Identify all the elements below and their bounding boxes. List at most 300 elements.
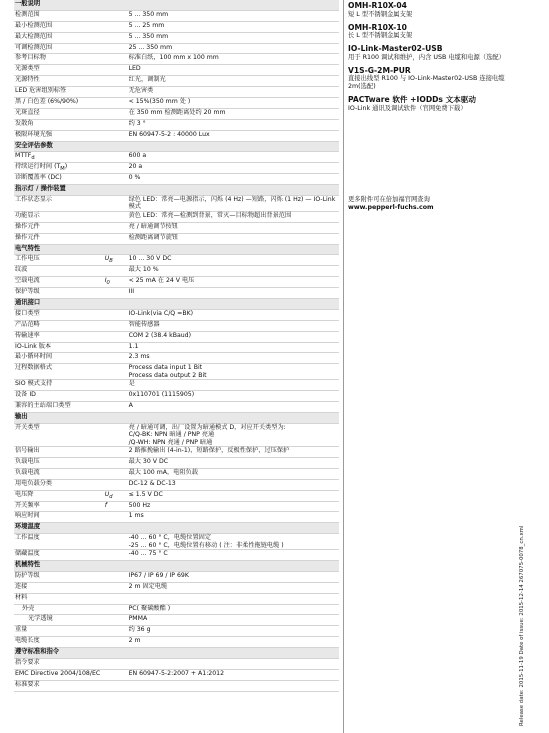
spec-label [14, 501, 104, 512]
specifications-body [14, 0, 339, 691]
spec-value-line: 亮 / 暗通调节按钮 [128, 222, 178, 230]
spec-label-text: 电缆长度 [15, 637, 40, 645]
spec-value [128, 402, 339, 413]
spec-label [14, 65, 104, 76]
spec-row [14, 54, 339, 65]
spec-row [14, 108, 339, 119]
spec-value [128, 21, 339, 32]
section-header [14, 185, 339, 196]
section-title: 指示灯 / 操作装置 [14, 185, 339, 196]
spec-value-line: 在 350 mm 检测距离处约 20 mm [128, 108, 226, 116]
spec-value-line: Process data input 1 Bit [128, 364, 203, 372]
spec-value-line: 600 a [128, 152, 147, 160]
spec-row [14, 626, 339, 637]
spec-value-line: A [128, 402, 133, 410]
accessory-description: 短 L 型不锈钢金属支架 [348, 10, 413, 18]
accessory-name: V1S-G-2M-PUR [348, 65, 411, 75]
spec-label-text: 最小循环时间 [15, 353, 53, 361]
spec-row [14, 458, 339, 469]
spec-label-text: 开关频率 [15, 501, 40, 509]
spec-value-line: 黄色 LED：常亮—检测到背景，常灭—目标物超出背景范围 [128, 211, 292, 219]
spec-label [14, 211, 104, 222]
spec-value-line: 智能传感器 [128, 320, 160, 328]
spec-label-text: 过程数据格式 [15, 364, 53, 372]
spec-label [14, 119, 104, 130]
spec-label [14, 447, 104, 458]
spec-label [14, 479, 104, 490]
spec-label [14, 87, 104, 98]
spec-row [14, 342, 339, 353]
spec-row [14, 98, 339, 109]
spec-label [14, 534, 104, 550]
spec-value-line: -25 ... 60 ° C，电缆位置有移动 ( 注：非柔性拖链电缆 ) [128, 541, 284, 549]
spec-label [14, 54, 104, 65]
spec-symbol [104, 21, 128, 32]
spec-label-text: 产品范畴 [15, 320, 40, 328]
spec-label-text: 接口类型 [15, 309, 40, 317]
spec-symbol [104, 402, 128, 413]
spec-row [14, 43, 339, 54]
section-title: 输出 [14, 412, 339, 423]
spec-value-line: 25 ... 350 mm [128, 43, 173, 51]
spec-row [14, 550, 339, 561]
spec-label [14, 423, 104, 446]
spec-symbol [104, 233, 128, 244]
spec-label [14, 468, 104, 479]
spec-symbol-subscript: 0 [106, 280, 110, 287]
spec-row [14, 364, 339, 380]
spec-label-text: 传输速率 [15, 331, 40, 339]
column-divider [343, 0, 344, 733]
spec-value [128, 391, 339, 402]
spec-label-text: EMC Directive 2004/108/EC [15, 669, 101, 677]
accessory-description: 用于 R100 调试和维护，内含 USB 电缆和电源（选配） [348, 53, 505, 61]
spec-value [128, 468, 339, 479]
spec-symbol [104, 604, 128, 615]
spec-label-text: 空载电流 [15, 277, 40, 285]
spec-label [14, 680, 104, 691]
spec-row [14, 423, 339, 446]
spec-symbol [104, 10, 128, 21]
spec-value [128, 447, 339, 458]
spec-label-text: 纹波 [15, 266, 28, 274]
spec-label [14, 196, 104, 212]
spec-symbol [104, 222, 128, 233]
spec-symbol [104, 108, 128, 119]
spec-value [128, 604, 339, 615]
spec-symbol [104, 266, 128, 277]
spec-label [14, 402, 104, 413]
spec-label-text: MTTF [15, 152, 32, 160]
spec-value-line: 20 a [128, 163, 143, 171]
website-link[interactable]: www.pepperl-fuchs.com [348, 204, 434, 212]
spec-label-text: 可调检测范围 [15, 43, 53, 51]
section-header [14, 561, 339, 572]
spec-label [14, 615, 104, 626]
spec-value [128, 571, 339, 582]
spec-symbol [104, 593, 128, 604]
spec-row [14, 353, 339, 364]
spec-value [128, 196, 339, 212]
spec-value-line: III [128, 288, 135, 296]
spec-symbol [104, 501, 128, 512]
spec-label [14, 582, 104, 593]
accessory-name: OMH-R10X-04 [348, 1, 407, 10]
spec-value [128, 331, 339, 342]
accessory-name: IO-Link-Master02-USB [348, 44, 443, 54]
spec-value [128, 458, 339, 469]
spec-row [14, 615, 339, 626]
spec-row [14, 402, 339, 413]
spec-symbol-subscript: B [109, 258, 113, 265]
spec-label [14, 255, 104, 266]
spec-label-text: 信号输出 [15, 447, 40, 455]
spec-value [128, 626, 339, 637]
spec-label [14, 364, 104, 380]
spec-label [14, 512, 104, 523]
spec-value-line: ≤ 1.5 V DC [128, 490, 163, 498]
spec-value-line: 0 % [128, 174, 141, 182]
spec-label-text: 光学透镜 [28, 615, 53, 623]
spec-label [14, 626, 104, 637]
spec-label [14, 10, 104, 21]
spec-value-line: IP67 / IP 69 / IP 69K [128, 571, 189, 579]
spec-value [128, 364, 339, 380]
spec-label [14, 98, 104, 109]
spec-row [14, 119, 339, 130]
spec-label [14, 43, 104, 54]
spec-label-text: 储藏温度 [15, 550, 40, 558]
spec-value-line: 最大 30 V DC [128, 458, 169, 466]
spec-label-text: 材料 [15, 593, 28, 601]
spec-row [14, 32, 339, 43]
accessory-description: IO-Link 通讯及调试软件（官网免费下载） [348, 104, 467, 112]
spec-value [128, 266, 339, 277]
spec-label-text: 工作电压 [15, 255, 40, 263]
spec-value-line: 标准白纸，100 mm x 100 mm [128, 54, 219, 62]
spec-row [14, 659, 339, 670]
accessory-description: 直接出线型 R100 与 IO-Link-Master02-USB 连接电缆 2m(选配) [348, 75, 505, 91]
spec-value-line: PMMA [128, 615, 148, 623]
spec-label-text: LED 危害组别标签 [15, 87, 67, 95]
spec-value [128, 582, 339, 593]
spec-value [128, 309, 339, 320]
spec-label [14, 353, 104, 364]
spec-label [14, 380, 104, 391]
spec-symbol [104, 582, 128, 593]
spec-value [128, 512, 339, 523]
spec-label-text: 发散角 [15, 119, 34, 127]
spec-label-text: 黑 / 白色差 (6%/90%) [15, 98, 79, 106]
spec-label-text: 设备 ID [15, 391, 36, 399]
spec-value [128, 277, 339, 288]
spec-value [128, 680, 339, 691]
spec-value-line: 亮 / 暗通可调，出厂设置为暗通模式 D，对应开关类型为: [128, 423, 286, 431]
spec-label-end: ) [64, 163, 68, 171]
spec-label [14, 637, 104, 648]
spec-row [14, 211, 339, 222]
accessory-item [348, 2, 523, 19]
spec-value [128, 65, 339, 76]
spec-row [14, 468, 339, 479]
spec-symbol [104, 550, 128, 561]
spec-label-text: 兼容的主站端口类型 [15, 402, 71, 410]
spec-symbol [104, 309, 128, 320]
spec-label-text: 检测范围 [15, 10, 40, 18]
spec-label-text: 工作温度 [15, 534, 40, 542]
spec-symbol-subscript: d [109, 493, 113, 500]
spec-symbol [104, 423, 128, 446]
spec-value-line: 约 3 ° [128, 119, 146, 127]
spec-row [14, 571, 339, 582]
spec-label-text: 指令要求 [15, 659, 40, 667]
spec-row [14, 582, 339, 593]
more-info [348, 196, 523, 212]
spec-value-line: EN 60947-5-2 : 40000 Lux [128, 130, 210, 138]
spec-label-text: 重量 [15, 626, 28, 634]
spec-label [14, 659, 104, 670]
spec-value [128, 593, 339, 604]
spec-label [14, 21, 104, 32]
spec-value-line: -40 ... 75 ° C [128, 550, 168, 558]
spec-value-line: 2.3 ms [128, 353, 150, 361]
section-title: 机械特性 [14, 561, 339, 572]
spec-label [14, 331, 104, 342]
spec-value [128, 615, 339, 626]
spec-row [14, 534, 339, 550]
spec-value-line: COM 2 (38.4 kBaud) [128, 331, 192, 339]
spec-label [14, 320, 104, 331]
spec-row [14, 593, 339, 604]
spec-value [128, 659, 339, 670]
spec-value [128, 174, 339, 185]
spec-row [14, 331, 339, 342]
spec-symbol [104, 255, 128, 266]
spec-row [14, 277, 339, 288]
spec-symbol [104, 669, 128, 680]
section-title: 一般说明 [14, 0, 339, 10]
spec-row [14, 309, 339, 320]
spec-symbol [104, 76, 128, 87]
spec-symbol [104, 391, 128, 402]
spec-label-text: 标准要求 [15, 680, 40, 688]
spec-value-line: 5 ... 350 mm [128, 32, 169, 40]
accessories-list [348, 2, 523, 118]
spec-row [14, 152, 339, 163]
spec-symbol [104, 288, 128, 299]
spec-value-line: < 15%(350 mm 处 ) [128, 98, 191, 106]
spec-label-text: 最小检测范围 [15, 21, 53, 29]
spec-value [128, 501, 339, 512]
section-title: 电气特性 [14, 244, 339, 255]
section-title: 遵守标准和指令 [14, 648, 339, 659]
spec-value-line: < 25 mA 在 24 V 电压 [128, 277, 195, 285]
spec-symbol [104, 65, 128, 76]
spec-label-text: 用电负载分类 [15, 479, 53, 487]
spec-value-line: 检测距离调节旋钮 [128, 233, 179, 241]
spec-label-text: 响应时间 [15, 512, 40, 520]
spec-label-text: IO-Link 版本 [15, 342, 52, 350]
section-header [14, 412, 339, 423]
spec-value [128, 130, 339, 141]
spec-value [128, 98, 339, 109]
spec-value [128, 534, 339, 550]
spec-label-subscript: M [60, 166, 65, 173]
spec-row [14, 637, 339, 648]
spec-symbol [104, 447, 128, 458]
spec-label-text: 保护等级 [15, 288, 40, 296]
spec-label [14, 288, 104, 299]
spec-label [14, 490, 104, 501]
spec-symbol [104, 87, 128, 98]
spec-symbol [104, 626, 128, 637]
spec-symbol [104, 277, 128, 288]
spec-symbol-text: U [104, 255, 110, 263]
accessory-item [348, 24, 523, 41]
spec-value-line: LED [128, 65, 141, 73]
spec-value [128, 119, 339, 130]
spec-value [128, 288, 339, 299]
spec-row [14, 87, 339, 98]
spec-symbol [104, 43, 128, 54]
spec-value [128, 669, 339, 680]
spec-label [14, 550, 104, 561]
spec-symbol [104, 353, 128, 364]
spec-value-line: 无危害类 [128, 87, 154, 95]
spec-label-text: 光斑直径 [15, 108, 40, 116]
spec-label [14, 130, 104, 141]
spec-value-line: PC( 聚碳酸酯 ) [128, 604, 171, 612]
spec-value [128, 550, 339, 561]
spec-row [14, 233, 339, 244]
spec-symbol [104, 479, 128, 490]
spec-value-line: DC-12 & DC-13 [128, 479, 176, 487]
spec-value-line: 2 m [128, 637, 141, 645]
spec-symbol [104, 211, 128, 222]
spec-label [14, 266, 104, 277]
spec-symbol [104, 458, 128, 469]
spec-symbol-text: U [104, 490, 110, 498]
spec-value [128, 320, 339, 331]
spec-row [14, 255, 339, 266]
spec-symbol [104, 468, 128, 479]
spec-row [14, 76, 339, 87]
accessory-name: PACTware 软件 +IODDs 文本驱动 [348, 95, 476, 105]
spec-value [128, 152, 339, 163]
spec-label-text: 负载电流 [15, 468, 40, 476]
spec-label-text: 持续运行时间 (T [15, 163, 61, 171]
spec-value [128, 637, 339, 648]
section-title: 通讯接口 [14, 299, 339, 310]
spec-value-line: 红光，调制光 [128, 76, 166, 84]
spec-label [14, 342, 104, 353]
spec-symbol [104, 152, 128, 163]
spec-row [14, 512, 339, 523]
accessory-item [348, 45, 523, 62]
spec-label [14, 571, 104, 582]
spec-value-line: C/Q-BK: NPN 暗通 / PNP 亮通 [128, 431, 215, 439]
spec-symbol-text: f [104, 501, 107, 509]
spec-label [14, 152, 104, 163]
spec-label-text: 电压降 [15, 490, 34, 498]
spec-label [14, 604, 104, 615]
section-header [14, 299, 339, 310]
spec-value [128, 255, 339, 266]
spec-label-text: 防护等级 [15, 571, 40, 579]
spec-symbol [104, 174, 128, 185]
spec-value [128, 423, 339, 446]
spec-value-line: 2 路推挽输出 (4-in-1)，短路保护，反极性保护，过压保护 [128, 447, 290, 455]
spec-label-text: 操作元件 [15, 233, 40, 241]
section-title: 安全评估参数 [14, 141, 339, 152]
spec-label [14, 458, 104, 469]
spec-row [14, 604, 339, 615]
accessory-name: OMH-R10X-10 [348, 22, 407, 32]
spec-label [14, 108, 104, 119]
spec-row [14, 10, 339, 21]
spec-row [14, 680, 339, 691]
spec-label [14, 76, 104, 87]
spec-symbol [104, 98, 128, 109]
spec-symbol [104, 196, 128, 212]
accessory-item [348, 67, 523, 91]
spec-label-text: 光源特性 [15, 76, 40, 84]
spec-value [128, 490, 339, 501]
section-header [14, 648, 339, 659]
spec-symbol [104, 364, 128, 380]
spec-label-text: 操作元件 [15, 222, 40, 230]
section-header [14, 0, 339, 10]
spec-label [14, 32, 104, 43]
spec-symbol [104, 342, 128, 353]
spec-value-line: 5 ... 350 mm [128, 10, 169, 18]
spec-label-text: 外壳 [22, 604, 35, 612]
spec-symbol [104, 534, 128, 550]
spec-symbol [104, 163, 128, 174]
accessory-description: 长 L 型不锈钢金属支架 [348, 32, 413, 40]
spec-label [14, 174, 104, 185]
spec-value [128, 479, 339, 490]
spec-symbol [104, 32, 128, 43]
spec-label-text: 工作状态显示 [15, 196, 53, 204]
spec-value-line: 10 ... 30 V DC [128, 255, 172, 263]
specifications-table [14, 0, 339, 692]
spec-symbol [104, 380, 128, 391]
spec-row [14, 222, 339, 233]
section-header [14, 244, 339, 255]
spec-value [128, 353, 339, 364]
spec-row [14, 447, 339, 458]
spec-value-line: 约 36 g [128, 626, 151, 634]
spec-label [14, 222, 104, 233]
spec-value [128, 54, 339, 65]
spec-label [14, 277, 104, 288]
spec-row [14, 501, 339, 512]
spec-label [14, 593, 104, 604]
spec-value-line: Process data output 2 Bit [128, 371, 207, 379]
spec-label-text: SIO 模式支持 [15, 380, 53, 388]
spec-row [14, 391, 339, 402]
spec-symbol [104, 119, 128, 130]
spec-symbol [104, 659, 128, 670]
spec-value-line: 是 [128, 380, 135, 388]
spec-value-line: 绿色 LED：常亮—电源指示，闪烁 (4 Hz) —短路，闪烁 (1 Hz) — IO-Link 模式 [128, 196, 336, 211]
spec-value-line: 最大 100 mA，电阻负载 [128, 468, 198, 476]
spec-value-line: 2 m 固定电缆 [128, 582, 168, 590]
spec-value [128, 32, 339, 43]
spec-label-text: 功能显示 [15, 211, 40, 219]
spec-value [128, 163, 339, 174]
